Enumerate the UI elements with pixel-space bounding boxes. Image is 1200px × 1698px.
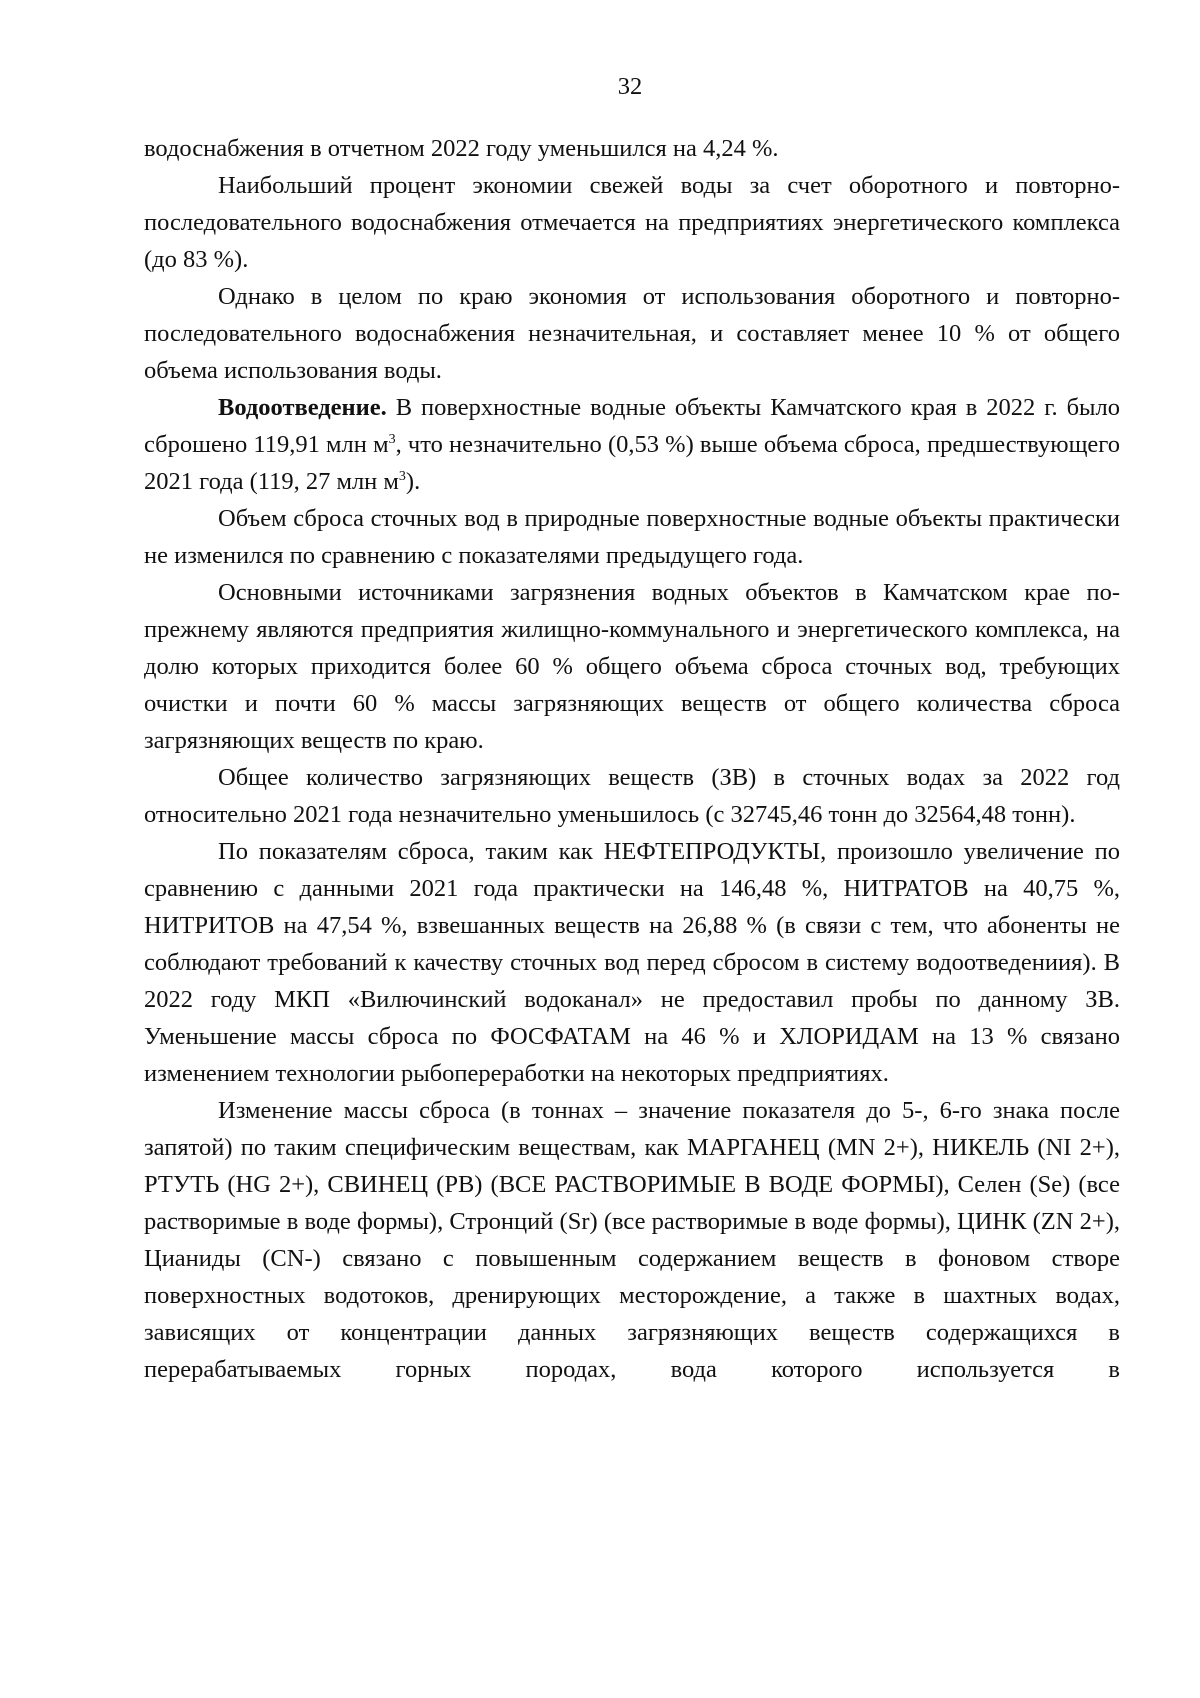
section-lead-water-disposal: Водоотведение. — [218, 394, 387, 421]
paragraph-continuation: водоснабжения в отчетном 2022 году уменьшился на 4,24 %. — [144, 135, 779, 162]
paragraph-text-part: В поверхностные водные объекты Камчатского края в 2022 г. было сброшено 119,91 млн м — [144, 394, 1120, 458]
paragraph-regional-savings: Однако в целом по краю экономия от использования оборотного и повторно-последовательного водоснабжения незначительная, и составляет менее 10 % от общего объема использования воды. — [144, 283, 1120, 384]
paragraph-text-part: , что незначительно (0,53 %) выше объема сброса, предшествующего 2021 года (119, 27 млн м — [144, 431, 1120, 495]
paragraph-water-savings: Наибольший процент экономии свежей воды за счет оборотного и повторно-последовательного водоснабжения отмечается на предприятиях энергетического комплекса (до 83 %). — [144, 172, 1120, 273]
paragraph-specific-substances: Изменение массы сброса (в тоннах – значение показателя до 5-, 6-го знака после запятой) по таким специфическим веществам, как МАРГАНЕЦ (MN 2+), НИКЕЛЬ (NI 2+), РТУТЬ (HG 2+), СВИНЕЦ (PB) (ВСЕ РАСТВОРИМЫЕ В ВОДЕ ФОРМЫ), Селен (Se) (все растворимые в воде формы), Стронций (Sr) (все растворимые в воде формы), ЦИНК (ZN 2+), Цианиды (CN-) связано с повышенным содержанием веществ в фоновом створе поверхностных водотоков, дренирующих месторождение, а также в шахтных водах, зависящих от концентрации данных загрязняющих веществ содержащихся в перерабатываемых горных породах, вода которого используется в — [144, 1097, 1120, 1383]
superscript-cubic: 3 — [398, 468, 406, 484]
paragraph-discharge-volume: Объем сброса сточных вод в природные поверхностные водные объекты практически не изменился по сравнению с показателями предыдущего года. — [144, 505, 1120, 569]
superscript-cubic: 3 — [388, 431, 396, 447]
paragraph-discharge-indicators: По показателям сброса, таким как НЕФТЕПРОДУКТЫ, произошло увеличение по сравнению с данными 2021 года практически на 146,48 %, НИТРАТОВ на 40,75 %, НИТРИТОВ на 47,54 %, взвешанных веществ на 26,88 % (в связи с тем, что абоненты не соблюдают требований к качеству сточных вод перед сбросом в систему водоотведениия). В 2022 году МКП «Вилючинский водоканал» не предоставил пробы по данному ЗВ. Уменьшение массы сброса по ФОСФАТАМ на 46 % и ХЛОРИДАМ на 13 % связано изменением технологии рыбопереработки на некоторых предприятиях. — [144, 838, 1120, 1087]
paragraph-pollutant-total: Общее количество загрязняющих веществ (ЗВ) в сточных водах за 2022 год относительно 2021 года незначительно уменьшилось (с 32745,46 тонн до 32564,48 тонн). — [144, 764, 1120, 828]
paragraph-pollution-sources: Основными источниками загрязнения водных объектов в Камчатском крае по-прежнему являются предприятия жилищно-коммунального и энергетического комплекса, на долю которых приходится более 60 % общего объема сброса сточных вод, требующих очистки и почти 60 % массы загрязняющих веществ от общего количества сброса загрязняющих веществ по краю. — [144, 579, 1120, 754]
page-number: 32 — [617, 73, 643, 100]
paragraph-water-disposal — [144, 389, 1120, 500]
document-body — [144, 130, 1120, 1388]
paragraph-text-part: ). — [405, 468, 421, 495]
